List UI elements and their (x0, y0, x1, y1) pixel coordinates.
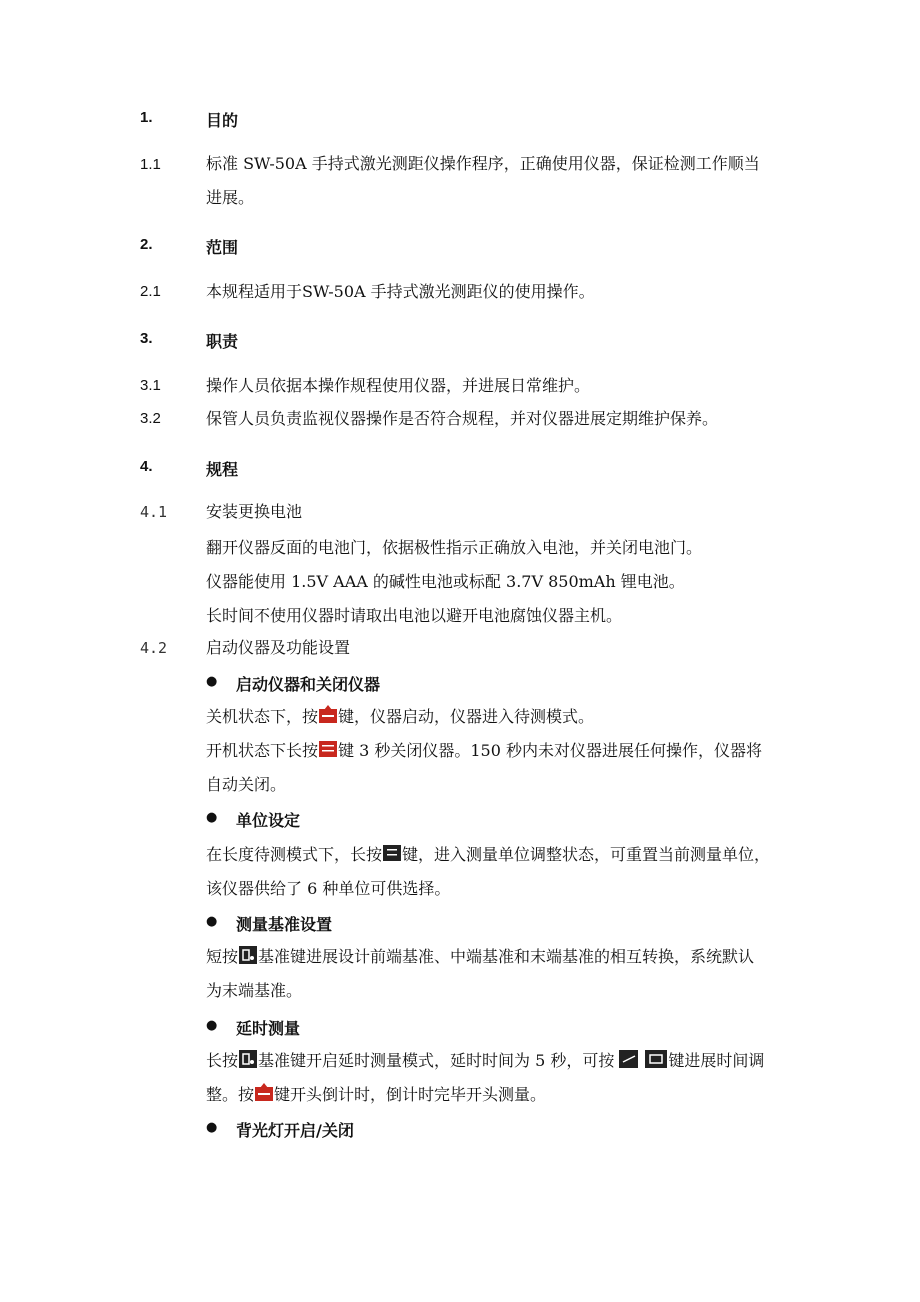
delay-line-1-a: 长按 (206, 1051, 239, 1070)
item-4-1-title: 安装更换电池 (206, 502, 303, 521)
power-line-3: 自动关闭。 (206, 775, 287, 794)
item-4-1-line: 仪器能使用 1.5V AAA 的碱性电池或标配 3.7V 850mAh 锂电池。 (206, 572, 685, 591)
reference-heading: 测量基准设置 (236, 915, 333, 934)
power-line-2 (206, 734, 762, 768)
unit-line-1 (206, 838, 770, 872)
measure-key-icon (319, 705, 337, 725)
bullet-dot: ● (206, 1018, 218, 1033)
power-line-2-a: 开机状态下长按 (206, 741, 319, 760)
item-1-1-line1: 标准 SW-50A 手持式激光测距仪操作程序，正确使用仪器，保证检测工作顺当 (206, 154, 760, 173)
item-4-2-number: 4.2 (140, 639, 168, 657)
power-line-1 (206, 700, 594, 734)
section-2-title: 范围 (206, 238, 239, 257)
reference-line-1-a: 短按 (206, 947, 239, 966)
delay-line-1-c: 键进展时间调 (668, 1051, 765, 1070)
power-heading: 启动仪器和关闭仪器 (236, 675, 381, 694)
power-line-1-b: 键，仪器启动，仪器进入待测模式。 (338, 707, 595, 726)
item-2-1-text: 本规程适用于SW-50A 手持式激光测距仪的使用操作。 (206, 282, 595, 301)
backlight-heading: 背光灯开启/关闭 (236, 1121, 354, 1140)
bullet-dot: ● (206, 1120, 218, 1135)
item-3-2-number: 3.2 (140, 410, 161, 427)
unit-line-1-b: 键，进入测量单位调整状态，可重置当前测量单位， (402, 845, 771, 864)
reference-line-2: 为末端基准。 (206, 981, 303, 1000)
delay-line-1 (206, 1044, 764, 1078)
item-3-2-text: 保管人员负责监视仪器操作是否符合规程，并对仪器进展定期维护保养。 (206, 409, 719, 428)
section-1-number: 1. (140, 109, 153, 126)
item-2-1-number: 2.1 (140, 283, 161, 300)
power-line-2-b: 键 3 秒关闭仪器。150 秒内未对仪器进展任何操作，仪器将 (338, 741, 762, 760)
bullet-dot: ● (206, 674, 218, 689)
item-4-2-title: 启动仪器及功能设置 (206, 638, 351, 657)
reference-line-1-b: 基准键进展设计前端基准、中端基准和末端基准的相互转换，系统默认 (258, 947, 755, 966)
reference-line-1 (206, 940, 754, 974)
plus-key-icon (645, 1049, 667, 1069)
section-2-number: 2. (140, 236, 153, 253)
unit-key-icon (383, 843, 401, 863)
measure-key-icon (255, 1083, 273, 1103)
section-4-number: 4. (140, 458, 153, 475)
unit-heading: 单位设定 (236, 811, 301, 830)
delay-line-2 (206, 1078, 546, 1112)
section-4-title: 规程 (206, 460, 239, 479)
item-3-1-text: 操作人员依据本操作规程使用仪器，并进展日常维护。 (206, 376, 591, 395)
section-3-title: 职责 (206, 332, 239, 351)
reference-key-icon (239, 1049, 257, 1069)
power-off-key-icon (319, 739, 337, 759)
bullet-dot: ● (206, 914, 218, 929)
reference-key-icon (239, 945, 257, 965)
unit-line-1-a: 在长度待测模式下，长按 (206, 845, 383, 864)
section-1-title: 目的 (206, 111, 239, 130)
item-4-1-line: 长时间不使用仪器时请取出电池以避开电池腐蚀仪器主机。 (206, 606, 623, 625)
minus-key-icon (618, 1049, 638, 1069)
delay-line-2-b: 键开头倒计时，倒计时完毕开头测量。 (274, 1085, 547, 1104)
item-3-1-number: 3.1 (140, 377, 161, 394)
bullet-dot: ● (206, 810, 218, 825)
delay-line-2-a: 整。按 (206, 1085, 255, 1104)
power-line-1-a: 关机状态下，按 (206, 707, 319, 726)
section-3-number: 3. (140, 330, 153, 347)
delay-heading: 延时测量 (236, 1019, 301, 1038)
item-1-1-line2: 进展。 (206, 188, 255, 207)
item-4-1-line: 翻开仪器反面的电池门，依据极性指示正确放入电池，并关闭电池门。 (206, 538, 703, 557)
delay-line-1-b: 基准键开启延时测量模式，延时时间为 5 秒，可按 (258, 1051, 615, 1070)
unit-line-2: 该仪器供给了 6 种单位可供选择。 (206, 879, 451, 898)
item-4-1-number: 4.1 (140, 503, 168, 521)
item-1-1-number: 1.1 (140, 156, 161, 173)
